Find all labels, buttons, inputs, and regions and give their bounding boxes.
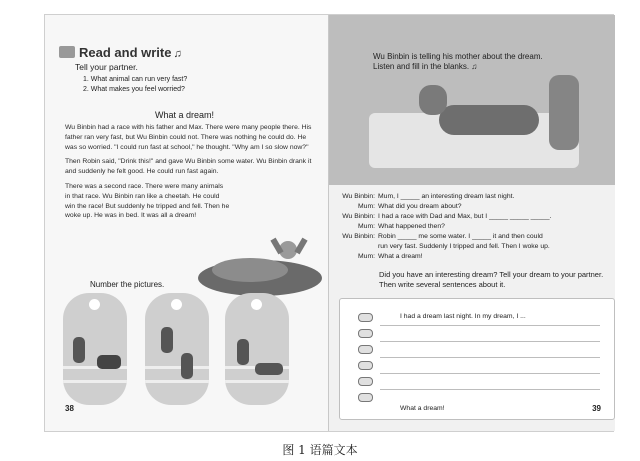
number-pictures-label: Number the pictures. (90, 280, 165, 289)
audio-icon: ♫ (471, 62, 478, 71)
writing-prompt: Did you have an interesting dream? Tell your dream to your partner. Then write several sentences about it. (379, 270, 604, 289)
speaker: Wu Binbin: (342, 213, 375, 220)
bedroom-illustration (329, 15, 615, 185)
boy-figure (419, 85, 447, 115)
fallen-runner-figure (255, 363, 283, 375)
story-title: What a dream! (155, 110, 215, 120)
notebook-last-line: What a dream! (400, 405, 445, 412)
speaker: Mum: (358, 253, 375, 260)
right-page (328, 15, 615, 431)
dialogue-line (329, 242, 550, 252)
spiral-ring (358, 361, 373, 370)
notebook-first-line: I had a dream last night. In my dream, I ... (400, 313, 526, 320)
cheetah-figure (97, 355, 121, 369)
dialogue-line (329, 192, 514, 202)
story-paragraph: Wu Binbin had a race with his father and Max. There were many people there. His father ran very fast, but Wu Binbin could not. There was nothing he could do. He was so worried. "I could run fast at school," he thought. "Why am I so slow now?" (65, 124, 312, 151)
line-text: What did you dream about? (378, 203, 462, 210)
audio-icon: ♫ (173, 48, 182, 60)
speaker: Mum: (358, 203, 375, 210)
runner-figure (73, 337, 85, 363)
dialogue-line (329, 222, 445, 232)
spiral-ring (358, 393, 373, 402)
story-text (65, 123, 320, 226)
runner-figure (237, 339, 249, 365)
left-page (45, 15, 328, 431)
page-number-left: 38 (65, 404, 74, 413)
page-number-right: 39 (592, 404, 601, 413)
writing-line (380, 373, 600, 374)
dialogue-line (329, 252, 423, 262)
figure-caption: 图 1 语篇文本 (282, 443, 358, 457)
blanket-shape (439, 105, 539, 135)
line-text: Mum, I _____ an interesting dream last night. (378, 193, 515, 200)
writing-line (380, 357, 600, 358)
spiral-ring (358, 345, 373, 354)
card-hole (89, 299, 100, 310)
mother-figure (549, 75, 579, 150)
subheading: Tell your partner. (75, 62, 138, 72)
question-item: 2. What makes you feel worried? (83, 86, 185, 93)
spiral-ring (358, 313, 373, 322)
dialogue-line (329, 232, 543, 242)
picture-card-3 (225, 293, 289, 405)
textbook-spread (44, 14, 614, 432)
line-text: What happened then? (378, 223, 445, 230)
pencil-icon (59, 46, 75, 58)
writing-line (380, 325, 600, 326)
line-text: run very fast. Suddenly I tripped and fell. Then I woke up. (378, 243, 550, 250)
question-list (83, 75, 187, 95)
listen-prompt-text: Wu Binbin is telling his mother about the dream. Listen and fill in the blanks. (373, 52, 543, 71)
card-hole (171, 299, 182, 310)
track-line (145, 366, 209, 369)
story-paragraph: Then Robin said, "Drink this!" and gave Wu Binbin some water. Wu Binbin drank it and suddenly he felt good. He could run fast again. (65, 158, 312, 176)
section-heading (59, 45, 182, 60)
boy-in-bed-illustration (190, 230, 325, 300)
track-line (225, 380, 289, 383)
heading-text: Read and write (79, 45, 172, 60)
spiral-ring (358, 377, 373, 386)
writing-line (380, 341, 600, 342)
line-text: Robin _____ me some water. I _____ it and then could (378, 233, 543, 240)
speaker: Wu Binbin: (342, 193, 375, 200)
question-item: 1. What animal can run very fast? (83, 76, 188, 83)
line-text: I had a race with Dad and Max, but I _____ _____ _____. (378, 213, 552, 220)
line-text: What a dream! (378, 253, 423, 260)
track-line (63, 380, 127, 383)
writing-notebook (339, 298, 615, 420)
track-line (145, 380, 209, 383)
listen-prompt (373, 52, 548, 72)
speaker: Wu Binbin: (342, 233, 375, 240)
runner-figure (161, 327, 173, 353)
card-hole (251, 299, 262, 310)
story-paragraph: There was a second race. There were many animals in that race. Wu Binbin ran like a cheetah. He could win the race! But suddenly he tripped and fell. Then he woke up. He was in bed. It was all a dream! (65, 182, 230, 220)
dialogue-line (329, 202, 462, 212)
picture-card-1 (63, 293, 127, 405)
dialogue-line (329, 212, 551, 222)
picture-card-2 (145, 293, 209, 405)
runner-figure (181, 353, 193, 379)
spiral-ring (358, 329, 373, 338)
speaker: Mum: (358, 223, 375, 230)
writing-line (380, 389, 600, 390)
